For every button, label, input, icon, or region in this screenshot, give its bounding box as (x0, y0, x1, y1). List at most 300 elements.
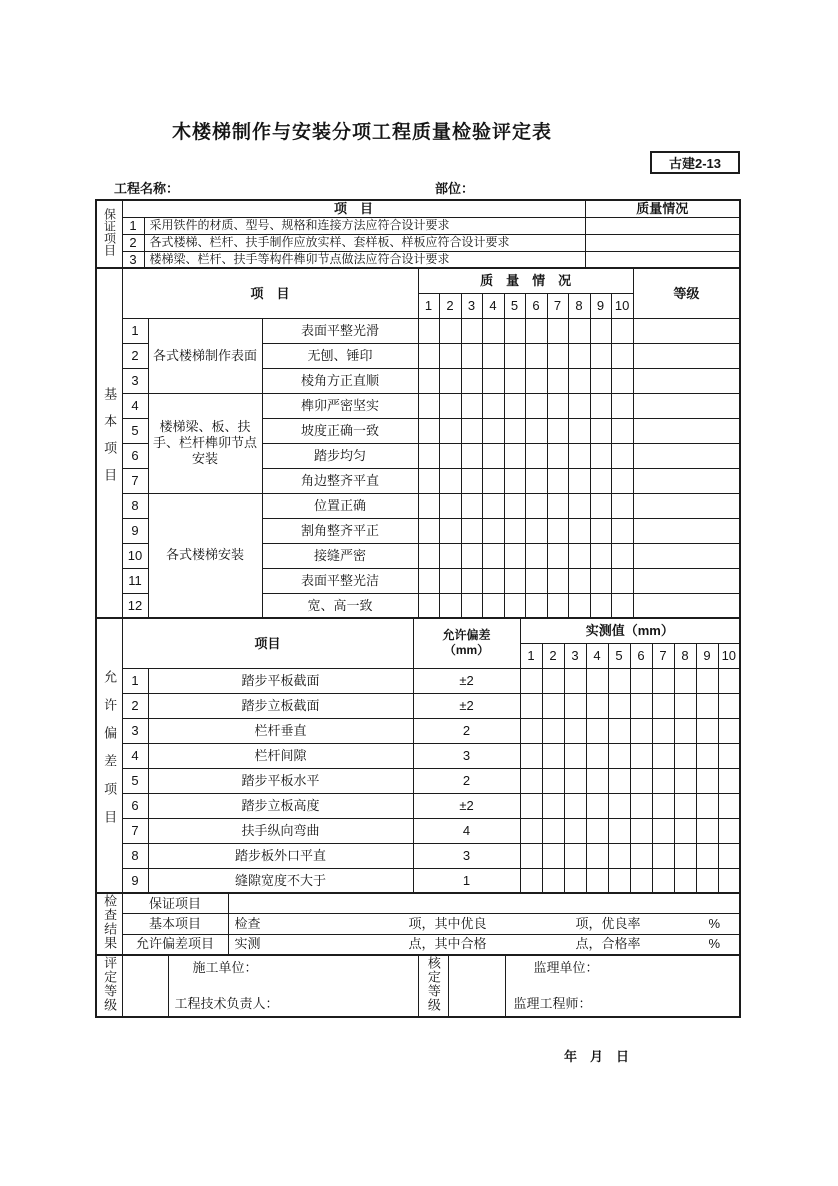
row-number: 6 (122, 443, 148, 468)
table-row (96, 818, 740, 843)
basic-header-item: 项 目 (122, 268, 418, 318)
measured-value-cell (652, 743, 674, 768)
measured-value-cell (652, 693, 674, 718)
col-number: 10 (611, 293, 633, 318)
quality-score-cell (568, 518, 590, 543)
row-number: 5 (122, 418, 148, 443)
col-number: 4 (482, 293, 504, 318)
row-number: 3 (122, 251, 144, 268)
table-row (96, 868, 740, 893)
row-number: 3 (122, 368, 148, 393)
quality-score-cell (611, 368, 633, 393)
quality-score-cell (482, 368, 504, 393)
quality-status-cell (585, 234, 740, 251)
basic-group-label: 各式楼梯安装 (148, 493, 262, 618)
deviation-item-text: 踏步平板水平 (148, 768, 413, 793)
rating-grade-cell (122, 955, 168, 1017)
supervision-unit-label: 监理单位： (533, 959, 599, 975)
table-row (96, 217, 740, 234)
allowed-value: ±2 (413, 793, 520, 818)
measured-value-cell (696, 793, 718, 818)
measured-value-cell (608, 743, 630, 768)
row-number: 2 (122, 343, 148, 368)
basic-item-text: 表面平整光洁 (262, 568, 418, 593)
measured-value-cell (652, 818, 674, 843)
quality-score-cell (439, 493, 461, 518)
quality-score-cell (439, 418, 461, 443)
quality-score-cell (504, 343, 525, 368)
col-number: 3 (461, 293, 482, 318)
measured-value-cell (542, 868, 564, 893)
measured-value-cell (630, 668, 652, 693)
deviation-header-item: 项目 (122, 618, 413, 668)
quality-score-cell (504, 318, 525, 343)
measured-value-cell (630, 768, 652, 793)
verify-label-text: 核定等级 (425, 955, 441, 1012)
row-number: 1 (122, 217, 144, 234)
quality-score-cell (611, 543, 633, 568)
measured-value-cell (564, 818, 586, 843)
quality-score-cell (611, 393, 633, 418)
measured-value-cell (696, 693, 718, 718)
grade-cell (633, 593, 740, 618)
table-row (96, 493, 740, 518)
col-number: 3 (564, 643, 586, 668)
measured-value-cell (674, 768, 696, 793)
quality-score-cell (525, 393, 547, 418)
col-number: 5 (504, 293, 525, 318)
row-number: 7 (122, 468, 148, 493)
guarantee-item-text: 楼梯梁、栏杆、扶手等构件榫卯节点做法应符合设计要求 (144, 251, 585, 268)
check-result-label-text: 检查结果 (102, 894, 118, 951)
table-row (96, 934, 740, 955)
allowed-value: ±2 (413, 693, 520, 718)
quality-score-cell (547, 368, 568, 393)
guarantee-header-item: 项 目 (122, 200, 585, 217)
result-row-label: 基本项目 (122, 914, 228, 935)
col-number: 8 (568, 293, 590, 318)
measured-value-cell (520, 743, 542, 768)
measured-value-cell (718, 768, 740, 793)
quality-score-cell (418, 543, 439, 568)
quality-score-cell (461, 468, 482, 493)
deviation-item-text: 踏步立板截面 (148, 693, 413, 718)
deviation-item-text: 栏杆间隙 (148, 743, 413, 768)
table-row (96, 668, 740, 693)
measured-value-cell (520, 818, 542, 843)
grade-cell (633, 368, 740, 393)
basic-item-text: 榫卯严密坚实 (262, 393, 418, 418)
measured-value-cell (630, 868, 652, 893)
measured-value-cell (586, 818, 608, 843)
measured-value-cell (652, 843, 674, 868)
quality-score-cell (461, 393, 482, 418)
quality-score-cell (439, 368, 461, 393)
rating-section-label (96, 955, 122, 1017)
tech-director-label: 工程技术负责人： (174, 996, 279, 1012)
quality-score-cell (482, 443, 504, 468)
quality-score-cell (418, 443, 439, 468)
allowed-label: 允许偏差 (442, 627, 491, 642)
measured-value-cell (608, 768, 630, 793)
quality-score-cell (568, 318, 590, 343)
quality-score-cell (568, 418, 590, 443)
quality-score-cell (547, 443, 568, 468)
quality-score-cell (590, 468, 611, 493)
row-number: 5 (122, 768, 148, 793)
quality-score-cell (525, 493, 547, 518)
col-number: 2 (542, 643, 564, 668)
guarantee-section-label-text: 保证项目 (102, 208, 117, 257)
measured-value-cell (520, 693, 542, 718)
deviation-item-text: 扶手纵向弯曲 (148, 818, 413, 843)
quality-score-cell (611, 568, 633, 593)
quality-score-cell (418, 493, 439, 518)
col-number: 1 (418, 293, 439, 318)
page-title: 木楼梯制作与安装分项工程质量检验评定表 (171, 122, 552, 143)
quality-score-cell (482, 318, 504, 343)
measured-value-cell (718, 818, 740, 843)
measured-value-cell (674, 868, 696, 893)
row-number: 11 (122, 568, 148, 593)
basic-item-text: 踏步均匀 (262, 443, 418, 468)
guarantee-item-text: 各式楼梯、栏杆、扶手制作应放实样、套样板、样板应符合设计要求 (144, 234, 585, 251)
quality-score-cell (611, 318, 633, 343)
col-number: 6 (525, 293, 547, 318)
table-row (96, 914, 740, 935)
quality-score-cell (482, 518, 504, 543)
table-row (96, 843, 740, 868)
result-text: 实测 (234, 936, 261, 952)
quality-score-cell (590, 593, 611, 618)
measured-value-cell (520, 768, 542, 793)
quality-score-cell (568, 468, 590, 493)
quality-score-cell (439, 468, 461, 493)
measured-value-cell (564, 668, 586, 693)
quality-score-cell (418, 468, 439, 493)
measured-value-cell (674, 718, 696, 743)
form-meta-row (0, 178, 838, 194)
col-number: 9 (590, 293, 611, 318)
quality-score-cell (525, 593, 547, 618)
measured-value-cell (542, 693, 564, 718)
result-text: 项，优良率 (575, 916, 641, 932)
quality-score-cell (568, 343, 590, 368)
measured-value-cell (586, 768, 608, 793)
quality-score-cell (439, 543, 461, 568)
measured-value-cell (608, 843, 630, 868)
measured-value-cell (564, 743, 586, 768)
quality-score-cell (482, 543, 504, 568)
measured-value-cell (586, 693, 608, 718)
quality-score-cell (504, 468, 525, 493)
result-row-label: 允许偏差项目 (122, 934, 228, 955)
table-row (96, 893, 740, 914)
quality-score-cell (461, 443, 482, 468)
col-number: 1 (520, 643, 542, 668)
measured-value-cell (564, 843, 586, 868)
quality-score-cell (418, 343, 439, 368)
measured-value-cell (696, 868, 718, 893)
measured-value-cell (696, 668, 718, 693)
measured-value-cell (652, 668, 674, 693)
measured-value-cell (586, 843, 608, 868)
quality-score-cell (418, 518, 439, 543)
table-row (96, 318, 740, 343)
basic-item-text: 坡度正确一致 (262, 418, 418, 443)
row-number: 7 (122, 818, 148, 843)
quality-score-cell (418, 568, 439, 593)
allowed-value: 1 (413, 868, 520, 893)
grade-cell (633, 418, 740, 443)
measured-value-cell (608, 868, 630, 893)
quality-score-cell (547, 593, 568, 618)
quality-score-cell (482, 393, 504, 418)
date-line: 年 月 日 (564, 1049, 630, 1064)
project-name-label: 工程名称： (114, 181, 180, 196)
quality-score-cell (461, 418, 482, 443)
quality-score-cell (590, 393, 611, 418)
quality-score-cell (611, 443, 633, 468)
measured-value-cell (586, 718, 608, 743)
quality-score-cell (504, 593, 525, 618)
table-row (96, 393, 740, 418)
measured-value-cell (674, 793, 696, 818)
quality-score-cell (439, 343, 461, 368)
deviation-header-measured: 实测值（mm） (520, 618, 740, 643)
quality-score-cell (504, 518, 525, 543)
quality-score-cell (525, 443, 547, 468)
quality-score-cell (482, 343, 504, 368)
quality-score-cell (418, 393, 439, 418)
basic-header-quality: 质 量 情 况 (418, 268, 633, 293)
quality-score-cell (525, 318, 547, 343)
quality-score-cell (590, 443, 611, 468)
quality-status-cell (585, 251, 740, 268)
measured-value-cell (564, 768, 586, 793)
quality-score-cell (590, 418, 611, 443)
basic-item-text: 无刨、锤印 (262, 343, 418, 368)
measured-value-cell (652, 718, 674, 743)
measured-value-cell (718, 843, 740, 868)
guarantee-section-table (95, 199, 741, 269)
quality-score-cell (461, 343, 482, 368)
measured-value-cell (630, 693, 652, 718)
quality-score-cell (568, 543, 590, 568)
quality-score-cell (439, 568, 461, 593)
measured-value-cell (674, 668, 696, 693)
row-number: 12 (122, 593, 148, 618)
row-number: 9 (122, 518, 148, 543)
quality-score-cell (547, 468, 568, 493)
construction-unit-label: 施工单位： (192, 959, 258, 975)
grade-cell (633, 318, 740, 343)
quality-score-cell (461, 493, 482, 518)
measured-value-cell (542, 768, 564, 793)
row-number: 10 (122, 543, 148, 568)
col-number: 6 (630, 643, 652, 668)
check-result-table (95, 892, 741, 956)
measured-value-cell (520, 668, 542, 693)
row-number: 4 (122, 393, 148, 418)
quality-score-cell (525, 518, 547, 543)
quality-score-cell (568, 593, 590, 618)
quality-score-cell (418, 318, 439, 343)
measured-value-cell (564, 718, 586, 743)
quality-score-cell (547, 418, 568, 443)
row-number: 1 (122, 318, 148, 343)
measured-value-cell (542, 743, 564, 768)
measured-value-cell (718, 868, 740, 893)
deviation-header-allowed (413, 618, 520, 668)
measured-value-cell (586, 743, 608, 768)
table-row (96, 793, 740, 818)
quality-score-cell (568, 443, 590, 468)
basic-item-text: 割角整齐平正 (262, 518, 418, 543)
measured-value-cell (542, 718, 564, 743)
deviation-item-text: 踏步平板截面 (148, 668, 413, 693)
measured-value-cell (718, 743, 740, 768)
quality-score-cell (590, 518, 611, 543)
table-row (96, 955, 740, 1017)
measured-value-cell (564, 693, 586, 718)
measured-value-cell (718, 693, 740, 718)
quality-score-cell (590, 318, 611, 343)
result-row-label: 保证项目 (122, 893, 228, 914)
measured-value-cell (718, 793, 740, 818)
quality-score-cell (547, 393, 568, 418)
measured-value-cell (630, 793, 652, 818)
basic-item-text: 角边整齐平直 (262, 468, 418, 493)
location-label: 部位： (435, 181, 475, 196)
guarantee-item-text: 采用铁件的材质、型号、规格和连接方法应符合设计要求 (144, 217, 585, 234)
quality-score-cell (461, 543, 482, 568)
quality-score-cell (439, 318, 461, 343)
quality-score-cell (547, 568, 568, 593)
row-number: 9 (122, 868, 148, 893)
quality-score-cell (611, 418, 633, 443)
quality-score-cell (482, 418, 504, 443)
allowed-value: 4 (413, 818, 520, 843)
measured-value-cell (696, 818, 718, 843)
measured-value-cell (630, 718, 652, 743)
quality-score-cell (461, 518, 482, 543)
measured-value-cell (630, 818, 652, 843)
result-text: 点，其中合格 (408, 936, 487, 952)
row-number: 3 (122, 718, 148, 743)
measured-value-cell (608, 793, 630, 818)
result-text: 点，合格率 (575, 936, 641, 952)
quality-score-cell (482, 568, 504, 593)
grade-cell (633, 493, 740, 518)
deviation-item-text: 踏步立板高度 (148, 793, 413, 818)
col-number: 10 (718, 643, 740, 668)
measured-value-cell (542, 793, 564, 818)
quality-score-cell (525, 418, 547, 443)
quality-score-cell (547, 543, 568, 568)
basic-item-text: 接缝严密 (262, 543, 418, 568)
construction-unit-cell (168, 955, 418, 1017)
quality-score-cell (611, 593, 633, 618)
guarantee-section-label (96, 200, 122, 268)
row-number: 8 (122, 493, 148, 518)
basic-item-text: 棱角方正直顺 (262, 368, 418, 393)
col-number: 8 (674, 643, 696, 668)
allowed-value: 2 (413, 718, 520, 743)
measured-value-cell (718, 668, 740, 693)
table-row (96, 693, 740, 718)
quality-score-cell (439, 393, 461, 418)
basic-header-grade: 等级 (633, 268, 740, 318)
quality-score-cell (504, 418, 525, 443)
rating-label-text: 评定等级 (102, 955, 118, 1012)
row-number: 8 (122, 843, 148, 868)
measured-value-cell (608, 718, 630, 743)
quality-score-cell (504, 568, 525, 593)
grade-cell (633, 568, 740, 593)
row-number: 2 (122, 234, 144, 251)
quality-score-cell (482, 493, 504, 518)
measured-value-cell (586, 668, 608, 693)
quality-score-cell (611, 468, 633, 493)
quality-score-cell (590, 343, 611, 368)
result-content-cell (228, 934, 740, 955)
measured-value-cell (630, 743, 652, 768)
measured-value-cell (696, 768, 718, 793)
form-table (95, 199, 745, 1018)
table-row (96, 718, 740, 743)
quality-score-cell (547, 343, 568, 368)
measured-value-cell (564, 868, 586, 893)
measured-value-cell (674, 843, 696, 868)
col-number: 5 (608, 643, 630, 668)
measured-value-cell (520, 868, 542, 893)
quality-score-cell (482, 593, 504, 618)
basic-item-text: 宽、高一致 (262, 593, 418, 618)
deviation-section-table (95, 617, 741, 894)
result-text: 检查 (234, 916, 261, 932)
col-number: 7 (652, 643, 674, 668)
verify-section-label (418, 955, 448, 1017)
col-number: 9 (696, 643, 718, 668)
quality-score-cell (504, 393, 525, 418)
measured-value-cell (542, 818, 564, 843)
deviation-item-text: 缝隙宽度不大于 (148, 868, 413, 893)
quality-score-cell (547, 518, 568, 543)
col-number: 2 (439, 293, 461, 318)
measured-value-cell (542, 843, 564, 868)
measured-value-cell (586, 868, 608, 893)
result-content-cell (228, 914, 740, 935)
quality-score-cell (525, 343, 547, 368)
verify-grade-cell (448, 955, 505, 1017)
deviation-item-text: 踏步板外口平直 (148, 843, 413, 868)
table-row (96, 768, 740, 793)
allowed-value: 3 (413, 743, 520, 768)
quality-score-cell (461, 368, 482, 393)
quality-score-cell (418, 368, 439, 393)
quality-score-cell (568, 568, 590, 593)
measured-value-cell (630, 843, 652, 868)
quality-score-cell (568, 393, 590, 418)
quality-score-cell (525, 568, 547, 593)
measured-value-cell (652, 868, 674, 893)
measured-value-cell (696, 743, 718, 768)
allowed-value: 2 (413, 768, 520, 793)
measured-value-cell (564, 793, 586, 818)
grade-cell (633, 518, 740, 543)
deviation-section-label (96, 618, 122, 893)
